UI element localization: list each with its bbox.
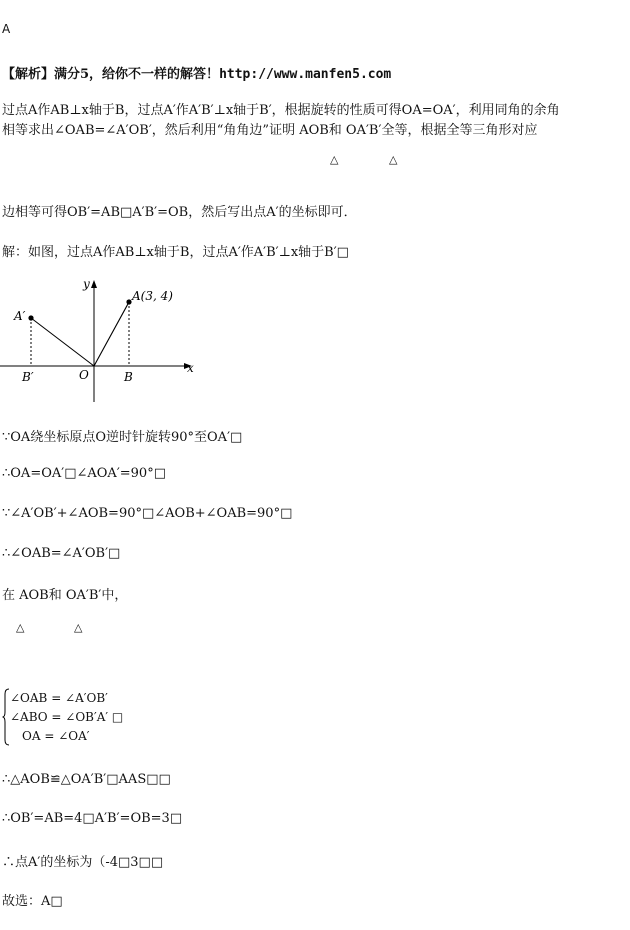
header-url[interactable]: http://www.manfen5.com bbox=[219, 67, 392, 82]
point-a-prime bbox=[28, 315, 33, 320]
conclusion-2: ∴OB′=AB=4□A′B′=OB=3□ bbox=[2, 811, 183, 826]
step-5: 在 AOB和 OA′B′中， bbox=[2, 588, 128, 603]
header-tag: 【解析】 bbox=[2, 67, 55, 82]
origin-label: O bbox=[79, 368, 89, 382]
triangle-symbol: △ bbox=[389, 153, 398, 166]
conclusion-3: ∴点A′的坐标为（-4□3□□ bbox=[2, 855, 164, 870]
step-3: ∵∠A′OB′+∠AOB=90°□∠AOB+∠OAB=90°□ bbox=[2, 506, 293, 521]
segment-oa-prime bbox=[31, 318, 94, 366]
equation-1: ∠OAB = ∠A′OB′ bbox=[10, 691, 108, 705]
solution-intro: 解：如图，过点A作AB⊥x轴于B，过点A′作A′B′⊥x轴于B′□ bbox=[2, 245, 349, 260]
analysis-line-2: 相等求出∠OAB=∠A′OB′，然后利用“角角边”证明 AOB和 OA′B′全等，根据全等三角形对应 bbox=[2, 123, 538, 138]
triangle-symbol: △ bbox=[74, 621, 83, 634]
triangle-symbol: △ bbox=[16, 621, 25, 634]
final-answer: 故选：A□ bbox=[2, 894, 63, 909]
point-a-prime-label: A′ bbox=[14, 309, 26, 323]
step-4: ∴∠OAB=∠A′OB′□ bbox=[2, 546, 121, 561]
point-a bbox=[126, 299, 131, 304]
header-line bbox=[2, 63, 391, 82]
step-2: ∴OA=OA′□∠AOA′=90°□ bbox=[2, 466, 166, 481]
equation-system bbox=[2, 688, 152, 748]
step-1: ∵OA绕坐标原点O逆时针旋转90°至OA′□ bbox=[2, 430, 243, 445]
left-brace bbox=[2, 688, 10, 746]
analysis-line-3: 边相等可得OB′=AB□A′B′=OB，然后写出点A′的坐标即可． bbox=[2, 205, 357, 220]
segment-oa bbox=[94, 302, 129, 366]
point-a-label: A(3, 4) bbox=[132, 289, 173, 303]
conclusion-1: ∴△AOB≌△OA′B′□AAS□□ bbox=[2, 772, 171, 787]
header-brand: 满分5，给你不一样的解答！ bbox=[54, 67, 220, 82]
foot-b-label: B bbox=[124, 370, 133, 384]
axis-y-label: y bbox=[83, 277, 90, 291]
triangle-symbol: △ bbox=[330, 153, 339, 166]
answer-letter: A bbox=[2, 22, 11, 36]
equation-2: ∠ABO = ∠OB′A′ □ bbox=[10, 710, 124, 724]
coordinate-figure bbox=[0, 270, 200, 405]
axis-x-label: x bbox=[187, 361, 194, 375]
y-axis-arrow bbox=[91, 280, 97, 288]
analysis-line-1: 过点A作AB⊥x轴于B，过点A′作A′B′⊥x轴于B′，根据旋转的性质可得OA=OA′，利用同角的余角 bbox=[2, 103, 560, 118]
foot-b-prime-label: B′ bbox=[22, 370, 34, 384]
equation-3: OA = ∠OA′ bbox=[22, 729, 90, 743]
